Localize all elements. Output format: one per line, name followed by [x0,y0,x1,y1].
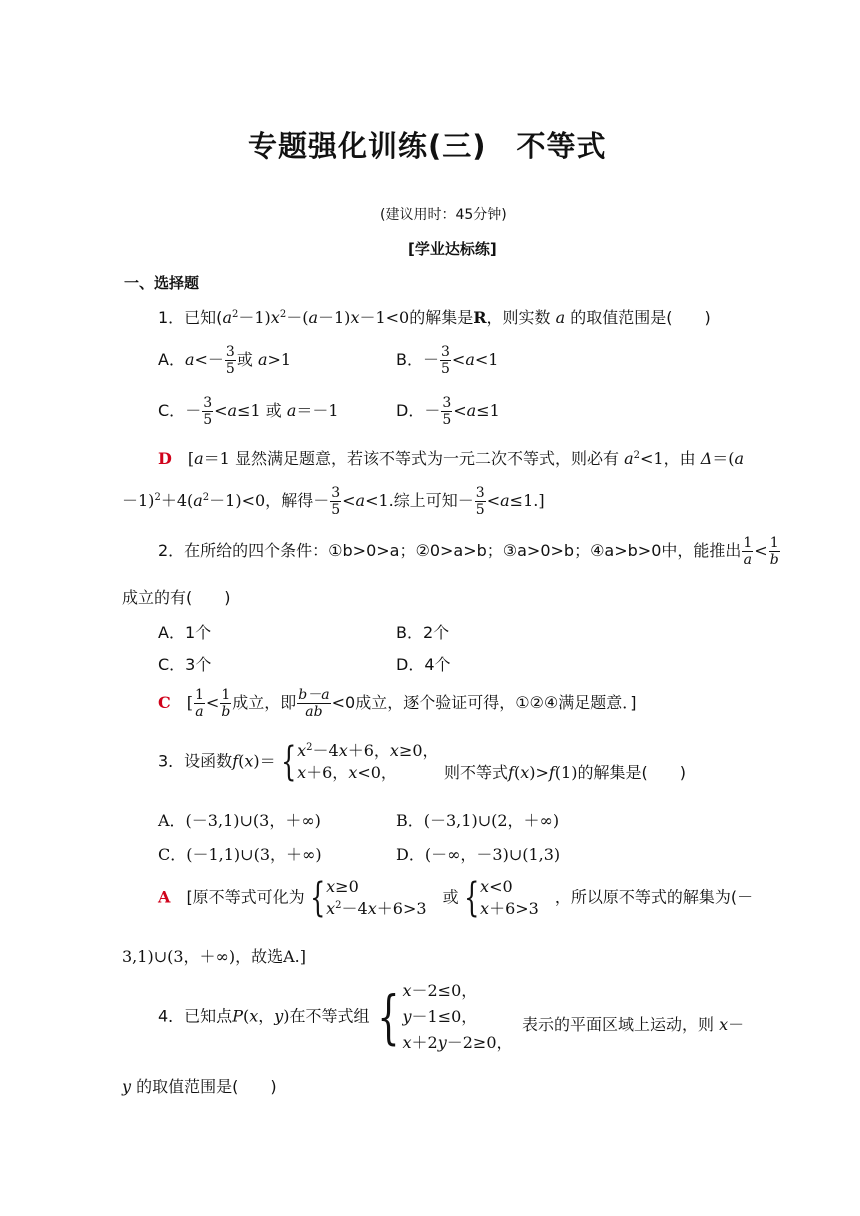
question-1-explanation-line2: $-1)^2+4(a^2-1)<0$，解得－ $\frac{3}{5}$ <a<1.综上可知－ $\frac{3}{5}$ <a≤1.] [122,485,545,518]
question-2-stem: 2．在所给的四个条件：①b>0>a；②0>a>b；③a>0>b；④a>b>0中，能推出 $\frac{1}{a}$ < $\frac{1}{b}$ [158,535,779,568]
question-4-stem-cont: 表示的平面区域上运动，则 x－ [522,1015,745,1034]
question-2-stem-cont: 成立的有( ) [122,588,231,607]
question-4-stem-line2: y 的取值范围是( ) [122,1077,277,1096]
question-4-stem: 4．已知点P(x，y)在不等式组 { x－2≤0， y－1≤0， x＋2y－2≥0， [158,981,513,1052]
question-3-explanation-line1: A [原不等式可化为 {x≥0 $x^2-4x+6>3$ 或 {x<0 x＋6>3 ，所以原不等式的解集为(－ [158,875,754,921]
question-3-stem: 3．设函数$f(x)= \{x^2-4x+6$，x≥0， x＋6，x<0， [158,739,439,785]
question-3-option-c: C．(－1,1)∪(3，＋∞) [158,845,322,864]
question-3-option-a: A．(－3,1)∪(3，＋∞) [158,811,321,830]
question-1-answer: D [158,449,172,468]
question-3-option-d: D．(－∞，－3)∪(1,3) [396,845,561,864]
question-3-option-b: B．(－3,1)∪(2，＋∞) [396,811,560,830]
question-3-stem-cont: 则不等式f(x)>f(1)的解集是( ) [444,763,686,782]
question-3-answer: A [158,887,171,907]
question-2-option-a: A．1个 [158,623,212,642]
question-1-option-b: B．－ $\frac{3}{5}$ <a<1 [396,344,499,377]
question-2-option-b: B．2个 [396,623,450,642]
part-heading: 一、选择题 [124,274,200,292]
question-2-option-c: C．3个 [158,655,212,674]
question-3-explanation-line2: 3,1)∪(3，＋∞)，故选A.] [122,947,306,966]
question-1-explanation-line1: D [a＝1 显然满足题意，若该不等式为一元二次不等式，则必有 $a^2<1$，由 Δ＝(a [158,449,745,468]
page-title: 专题强化训练(三) 不等式 [248,129,607,163]
question-2-option-d: D．4个 [396,655,451,674]
question-2-explanation: C [ $\frac{1}{a}$ < $\frac{1}{b}$ 成立，即 $\frac{b-a}{ab}$ <0成立，逐个验证可得，①②④满足题意．] [158,687,637,720]
time-hint: (建议用时：45分钟) [380,207,507,223]
question-1-option-a: A．a<－ $\frac{3}{5}$ 或 a>1 [158,344,292,377]
question-1-option-c: C．－ $\frac{3}{5}$ <a≤1 或 a＝－1 [158,395,339,428]
question-1-stem: 1．已知$(a^2-1)x^2-(a-1)x-1<0$的解集是R，则实数 a 的取值范围是( ) [158,308,711,327]
question-2-answer: C [158,693,171,712]
section-label: [学业达标练] [408,240,497,258]
question-1-option-d: D．－ $\frac{3}{5}$ <a≤1 [396,395,500,428]
